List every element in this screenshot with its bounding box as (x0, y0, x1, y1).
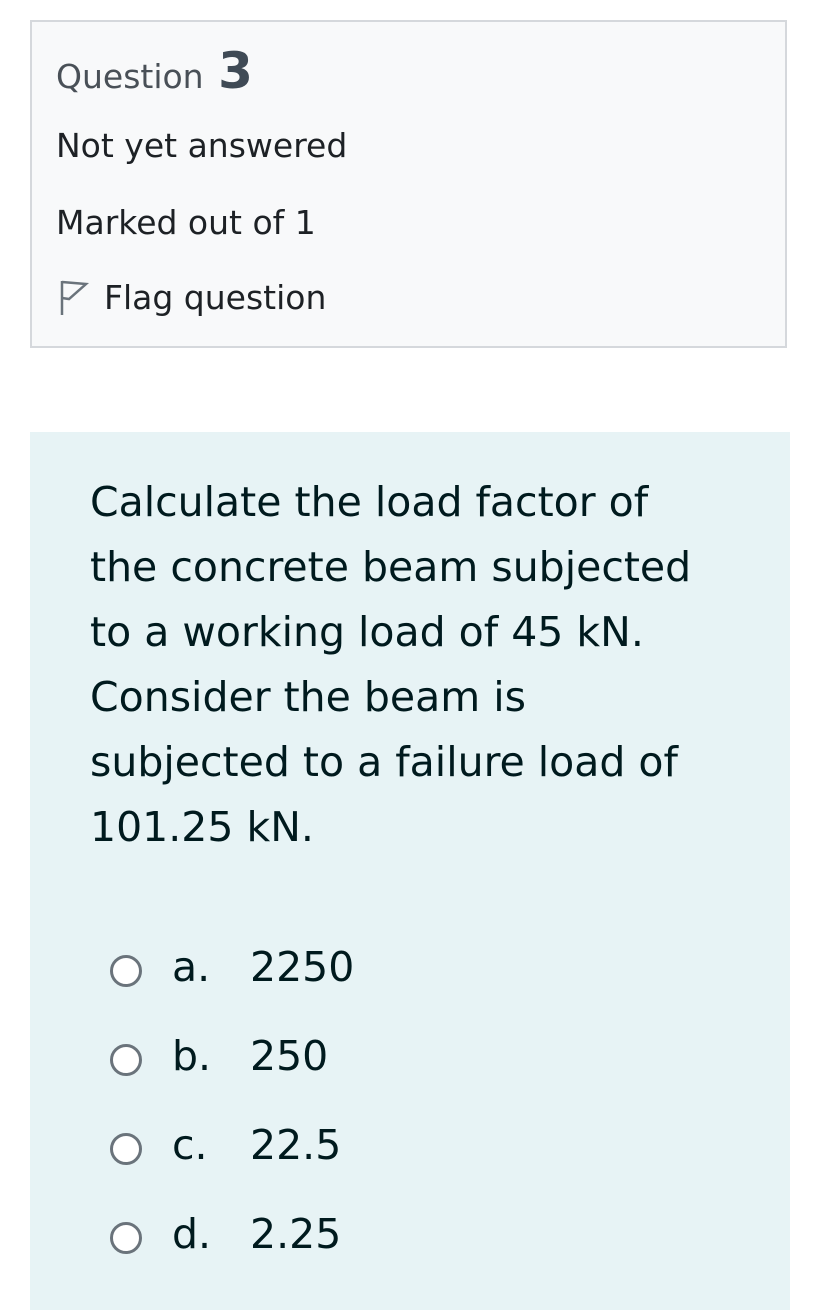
question-grade: Marked out of 1 (56, 203, 316, 242)
answer-option-a[interactable] (110, 922, 354, 1011)
answer-list (110, 922, 354, 1278)
question-content-panel (30, 432, 790, 1310)
answer-option-c[interactable] (110, 1100, 354, 1189)
answer-text: 22.5 (250, 1120, 342, 1169)
answer-text: 2.25 (250, 1209, 342, 1258)
question-state: Not yet answered (56, 126, 348, 165)
answer-letter: c. (172, 1120, 208, 1169)
answer-letter: d. (172, 1209, 212, 1258)
flag-question-toggle[interactable] (56, 277, 326, 317)
flag-outline-icon (56, 277, 90, 317)
flag-question-label: Flag question (104, 277, 327, 317)
question-label: Question (56, 57, 204, 96)
radio-button[interactable] (110, 955, 142, 987)
radio-button[interactable] (110, 1044, 142, 1076)
question-title (56, 42, 253, 100)
question-info-panel (30, 20, 787, 348)
answer-letter: a. (172, 942, 211, 991)
radio-button[interactable] (110, 1133, 142, 1165)
answer-letter: b. (172, 1031, 212, 1080)
radio-button[interactable] (110, 1222, 142, 1254)
answer-text: 2250 (250, 942, 355, 991)
question-text: Calculate the load factor of the concrete beam subjected to a working load of 45 kN. Consider the beam is subjected to a failure load of 101.25 kN. (90, 478, 692, 851)
answer-option-d[interactable] (110, 1189, 354, 1278)
answer-text: 250 (250, 1031, 329, 1080)
answer-option-b[interactable] (110, 1011, 354, 1100)
question-number: 3 (218, 42, 253, 100)
